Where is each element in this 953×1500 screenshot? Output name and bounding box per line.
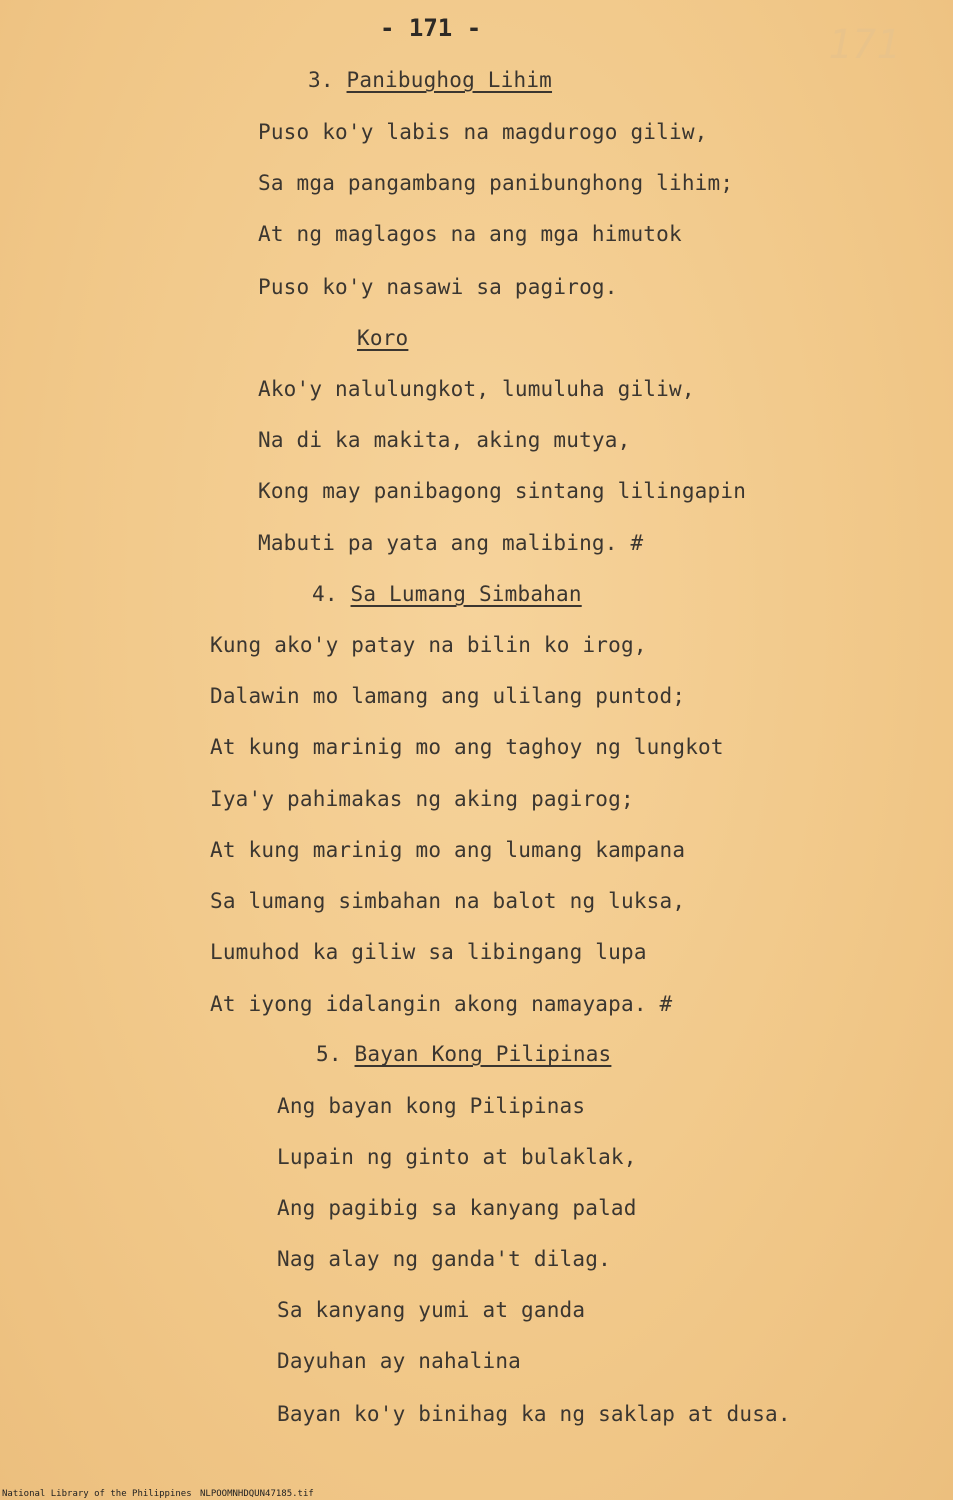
verse-line: At ng maglagos na ang mga himutok [258,222,682,246]
section-5-title [316,1042,611,1066]
verse-line: Lupain ng ginto at bulaklak, [277,1145,637,1169]
verse-line: Nag alay ng ganda't dilag. [277,1247,611,1271]
verse-line: Sa kanyang yumi at ganda [277,1298,586,1322]
section-5-title-text: Bayan Kong Pilipinas [354,1042,612,1066]
footer-filename: NLPOOMNHDQUN47185.tif [200,1489,314,1499]
verse-line: Bayan ko'y binihag ka ng saklap at dusa. [277,1402,791,1426]
section-4-title [312,582,582,606]
chorus-line: Na di ka makita, aking mutya, [258,428,631,452]
verse-line: Sa lumang simbahan na balot ng luksa, [210,889,686,913]
verse-line: Iya'y pahimakas ng aking pagirog; [210,787,634,811]
verse-line: At iyong idalangin akong namayapa. # [210,992,673,1016]
verse-line: Puso ko'y nasawi sa pagirog. [258,275,618,299]
section-3-title-text: Panibughog Lihim [346,68,553,92]
verse-line: At kung marinig mo ang taghoy ng lungkot [210,735,724,759]
chorus-line: Kong may panibagong sintang lilingapin [258,479,747,503]
page-number: - 171 - [380,14,482,42]
section-3-title [308,68,552,92]
chorus-line: Ako'y nalulungkot, lumuluha giliw, [258,377,695,401]
section-5-number: 5. [316,1042,342,1066]
chorus-title: Koro [357,326,409,350]
verse-line: Dayuhan ay nahalina [277,1349,522,1373]
verse-line: Kung ako'y patay na bilin ko irog, [210,633,647,657]
verse-line: Ang bayan kong Pilipinas [277,1094,586,1118]
verse-line: Ang pagibig sa kanyang palad [277,1196,637,1220]
section-4-number: 4. [312,582,338,606]
section-4-title-text: Sa Lumang Simbahan [350,582,582,606]
verse-line: At kung marinig mo ang lumang kampana [210,838,686,862]
section-3-number: 3. [308,68,334,92]
faint-page-mark: 171 [828,22,901,68]
footer-library: National Library of the Philippines [2,1489,192,1499]
verse-line: Dalawin mo lamang ang ulilang puntod; [210,684,686,708]
chorus-line: Mabuti pa yata ang malibing. # [258,531,644,555]
verse-line: Lumuhod ka giliw sa libingang lupa [210,940,647,964]
verse-line: Puso ko'y labis na magdurogo giliw, [258,120,708,144]
verse-line: Sa mga pangambang panibunghong lihim; [258,171,734,195]
